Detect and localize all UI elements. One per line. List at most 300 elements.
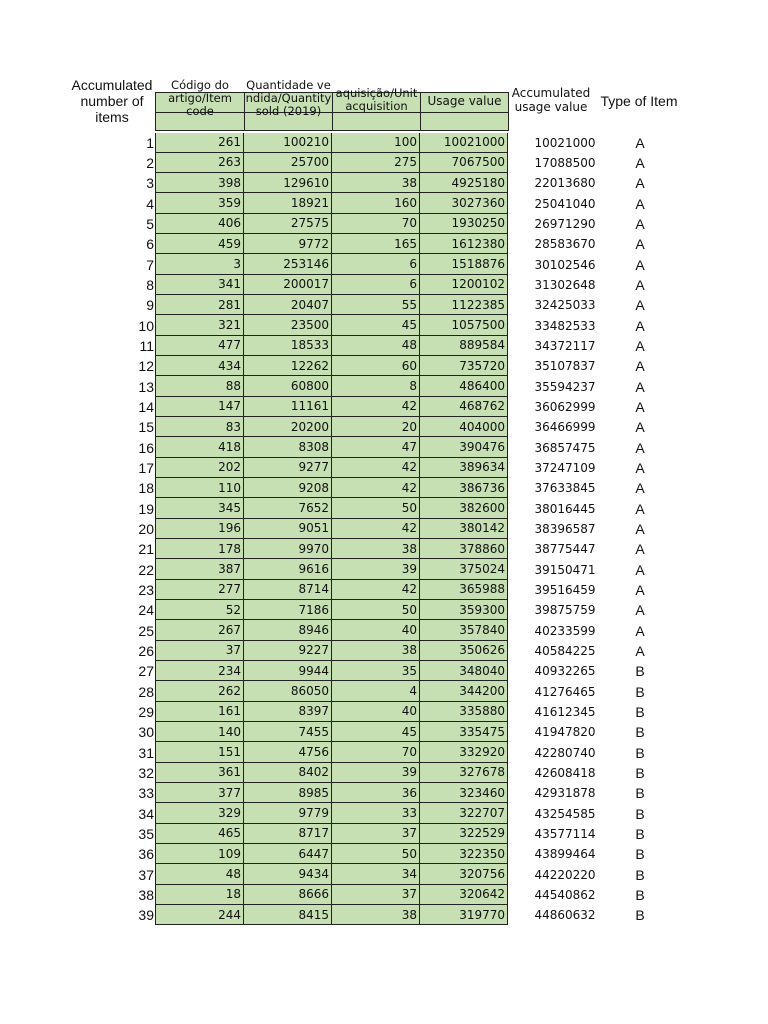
- usage-value-cell[interactable]: 4925180: [420, 173, 508, 193]
- usage-value-cell[interactable]: 378860: [420, 539, 508, 559]
- accumulated-usage-cell: 22013680: [534, 176, 596, 191]
- quantity-cell[interactable]: 8415: [244, 905, 332, 925]
- quantity-cell[interactable]: 20200: [244, 417, 332, 437]
- item-type-cell: A: [635, 358, 645, 375]
- row-number-cell: 39: [138, 907, 154, 924]
- item-type-cell: A: [635, 622, 645, 639]
- usage-value-cell[interactable]: 323460: [420, 783, 508, 803]
- item-type-cell: A: [635, 317, 645, 334]
- unit-acquisition-cell[interactable]: 160: [332, 193, 420, 213]
- table-row: [0, 559, 768, 579]
- accumulated-usage-cell: 43254585: [534, 806, 596, 821]
- item-code-cell[interactable]: 434: [155, 356, 244, 376]
- accumulated-usage-cell: 35594237: [534, 379, 596, 394]
- usage-value-cell[interactable]: 357840: [420, 620, 508, 640]
- accumulated-usage-cell: 32425033: [534, 298, 596, 313]
- usage-value-cell[interactable]: 468762: [420, 397, 508, 417]
- quantity-cell[interactable]: 18921: [244, 193, 332, 213]
- table-row: [0, 234, 768, 254]
- usage-value-cell[interactable]: 327678: [420, 763, 508, 783]
- unit-acquisition-cell[interactable]: 70: [332, 742, 420, 762]
- accumulated-usage-cell: 44540862: [534, 887, 596, 902]
- usage-value-cell[interactable]: 10021000: [420, 133, 508, 153]
- quantity-cell[interactable]: 9944: [244, 661, 332, 681]
- quantity-cell[interactable]: 7186: [244, 600, 332, 620]
- usage-value-cell[interactable]: 1518876: [420, 254, 508, 274]
- item-code-cell[interactable]: 341: [155, 275, 244, 295]
- item-code-cell[interactable]: 459: [155, 234, 244, 254]
- table-row: [0, 885, 768, 905]
- quantity-cell[interactable]: 9772: [244, 234, 332, 254]
- unit-acquisition-cell[interactable]: 38: [332, 905, 420, 925]
- unit-acquisition-cell[interactable]: 42: [332, 519, 420, 539]
- accumulated-usage-cell: 34372117: [534, 338, 596, 353]
- table-row: [0, 153, 768, 173]
- item-type-cell: A: [635, 642, 645, 659]
- item-type-cell: B: [635, 866, 645, 883]
- table-row: [0, 478, 768, 498]
- unit-acquisition-cell[interactable]: 39: [332, 763, 420, 783]
- accumulated-usage-cell: 42608418: [534, 765, 596, 780]
- item-type-cell: B: [635, 805, 645, 822]
- usage-value-cell[interactable]: 3027360: [420, 193, 508, 213]
- table-row: [0, 295, 768, 315]
- usage-value-cell[interactable]: 1200102: [420, 275, 508, 295]
- usage-value-cell[interactable]: 386736: [420, 478, 508, 498]
- row-number-cell: 2: [146, 154, 154, 171]
- item-code-cell[interactable]: 267: [155, 620, 244, 640]
- accumulated-usage-cell: 31302648: [534, 277, 596, 292]
- item-code-cell[interactable]: 109: [155, 844, 244, 864]
- quantity-cell[interactable]: 8308: [244, 437, 332, 457]
- item-code-cell[interactable]: 418: [155, 437, 244, 457]
- table-row: [0, 376, 768, 396]
- item-type-cell: A: [635, 195, 645, 212]
- row-number-cell: 31: [138, 744, 154, 761]
- table-row: [0, 702, 768, 722]
- unit-acquisition-cell[interactable]: 275: [332, 153, 420, 173]
- quantity-cell[interactable]: 6447: [244, 844, 332, 864]
- row-number-cell: 38: [138, 886, 154, 903]
- row-number-cell: 32: [138, 764, 154, 781]
- item-type-cell: A: [635, 236, 645, 253]
- row-number-cell: 33: [138, 785, 154, 802]
- usage-value-cell[interactable]: 320756: [420, 864, 508, 884]
- unit-acquisition-cell[interactable]: 47: [332, 437, 420, 457]
- quantity-cell[interactable]: 7652: [244, 498, 332, 518]
- unit-acquisition-cell[interactable]: 55: [332, 295, 420, 315]
- accumulated-usage-cell: 36062999: [534, 399, 596, 414]
- usage-value-cell[interactable]: 380142: [420, 519, 508, 539]
- item-code-cell[interactable]: 345: [155, 498, 244, 518]
- unit-acquisition-cell[interactable]: 8: [332, 376, 420, 396]
- usage-value-cell[interactable]: 348040: [420, 661, 508, 681]
- row-number-cell: 36: [138, 846, 154, 863]
- table-row: [0, 519, 768, 539]
- item-type-cell: A: [635, 398, 645, 415]
- row-number-cell: 28: [138, 683, 154, 700]
- row-number-cell: 16: [138, 439, 154, 456]
- unit-acquisition-cell[interactable]: 50: [332, 600, 420, 620]
- quantity-cell[interactable]: 8402: [244, 763, 332, 783]
- usage-value-cell[interactable]: 322529: [420, 824, 508, 844]
- accumulated-usage-cell: 41947820: [534, 725, 596, 740]
- accumulated-usage-cell: 37633845: [534, 481, 596, 496]
- quantity-cell[interactable]: 86050: [244, 681, 332, 701]
- item-code-cell[interactable]: 151: [155, 742, 244, 762]
- table-row: [0, 336, 768, 356]
- item-type-cell: A: [635, 419, 645, 436]
- unit-acquisition-cell[interactable]: 33: [332, 803, 420, 823]
- item-code-cell[interactable]: 147: [155, 397, 244, 417]
- row-number-cell: 9: [146, 297, 154, 314]
- usage-value-cell[interactable]: 359300: [420, 600, 508, 620]
- table-row: [0, 783, 768, 803]
- item-code-cell[interactable]: 477: [155, 336, 244, 356]
- item-type-cell: B: [635, 825, 645, 842]
- item-code-cell[interactable]: 261: [155, 133, 244, 153]
- row-number-cell: 34: [138, 805, 154, 822]
- row-number-cell: 23: [138, 581, 154, 598]
- usage-value-cell[interactable]: 1612380: [420, 234, 508, 254]
- quantity-cell[interactable]: 27575: [244, 214, 332, 234]
- accumulated-usage-cell: 26971290: [534, 216, 596, 231]
- header-accumulated-usage: Accumulated usage value: [511, 86, 591, 114]
- item-code-cell[interactable]: 37: [155, 641, 244, 661]
- table-row: [0, 214, 768, 234]
- item-type-cell: A: [635, 378, 645, 395]
- accumulated-usage-cell: 38775447: [534, 542, 596, 557]
- item-code-cell[interactable]: 196: [155, 519, 244, 539]
- table-row: [0, 315, 768, 335]
- unit-acquisition-cell[interactable]: 45: [332, 315, 420, 335]
- row-number-cell: 37: [138, 866, 154, 883]
- table-row: [0, 254, 768, 274]
- quantity-cell[interactable]: 9208: [244, 478, 332, 498]
- row-number-cell: 5: [146, 215, 154, 232]
- unit-acquisition-cell[interactable]: 42: [332, 478, 420, 498]
- item-type-cell: B: [635, 907, 645, 924]
- item-code-cell[interactable]: 321: [155, 315, 244, 335]
- item-type-cell: A: [635, 134, 645, 151]
- accumulated-usage-cell: 40233599: [534, 623, 596, 638]
- table-row: [0, 458, 768, 478]
- table-row: [0, 539, 768, 559]
- usage-value-cell[interactable]: 322350: [420, 844, 508, 864]
- item-type-cell: A: [635, 541, 645, 558]
- item-type-cell: A: [635, 520, 645, 537]
- quantity-cell[interactable]: 18533: [244, 336, 332, 356]
- item-code-cell[interactable]: 277: [155, 580, 244, 600]
- unit-acquisition-cell[interactable]: 165: [332, 234, 420, 254]
- item-code-cell[interactable]: 178: [155, 539, 244, 559]
- usage-value-cell[interactable]: 365988: [420, 580, 508, 600]
- quantity-cell[interactable]: 129610: [244, 173, 332, 193]
- item-code-cell[interactable]: 406: [155, 214, 244, 234]
- quantity-cell[interactable]: 23500: [244, 315, 332, 335]
- unit-acquisition-cell[interactable]: 34: [332, 864, 420, 884]
- item-code-cell[interactable]: 262: [155, 681, 244, 701]
- quantity-cell[interactable]: 4756: [244, 742, 332, 762]
- usage-value-cell[interactable]: 889584: [420, 336, 508, 356]
- accumulated-usage-cell: 36857475: [534, 440, 596, 455]
- unit-acquisition-cell[interactable]: 6: [332, 254, 420, 274]
- item-type-cell: A: [635, 500, 645, 517]
- usage-value-cell[interactable]: 1122385: [420, 295, 508, 315]
- unit-acquisition-cell[interactable]: 39: [332, 559, 420, 579]
- item-code-cell[interactable]: 161: [155, 702, 244, 722]
- unit-acquisition-cell[interactable]: 60: [332, 356, 420, 376]
- row-number-cell: 30: [138, 724, 154, 741]
- quantity-cell[interactable]: 25700: [244, 153, 332, 173]
- usage-value-cell[interactable]: 375024: [420, 559, 508, 579]
- unit-acquisition-cell[interactable]: 38: [332, 173, 420, 193]
- row-number-cell: 35: [138, 825, 154, 842]
- unit-acquisition-cell[interactable]: 20: [332, 417, 420, 437]
- accumulated-usage-cell: 39516459: [534, 582, 596, 597]
- usage-value-cell[interactable]: 344200: [420, 681, 508, 701]
- accumulated-usage-cell: 39875759: [534, 603, 596, 618]
- usage-value-cell[interactable]: 1057500: [420, 315, 508, 335]
- usage-value-cell[interactable]: 350626: [420, 641, 508, 661]
- unit-acquisition-cell[interactable]: 38: [332, 539, 420, 559]
- quantity-cell[interactable]: 9277: [244, 458, 332, 478]
- accumulated-usage-cell: 40584225: [534, 643, 596, 658]
- row-number-cell: 29: [138, 703, 154, 720]
- quantity-cell[interactable]: 9227: [244, 641, 332, 661]
- table-row: [0, 844, 768, 864]
- row-number-cell: 12: [138, 358, 154, 375]
- item-code-cell[interactable]: 244: [155, 905, 244, 925]
- quantity-cell[interactable]: 8666: [244, 885, 332, 905]
- unit-acquisition-cell[interactable]: 48: [332, 336, 420, 356]
- header-usage-value: Usage value: [427, 94, 502, 108]
- usage-value-cell[interactable]: 389634: [420, 458, 508, 478]
- accumulated-usage-cell: 28583670: [534, 237, 596, 252]
- table-row: [0, 641, 768, 661]
- row-number-cell: 11: [139, 337, 154, 354]
- table-row: [0, 356, 768, 376]
- unit-acquisition-cell[interactable]: 42: [332, 580, 420, 600]
- quantity-cell[interactable]: 100210: [244, 133, 332, 153]
- item-type-cell: A: [635, 297, 645, 314]
- item-type-cell: B: [635, 703, 645, 720]
- unit-acquisition-cell[interactable]: 6: [332, 275, 420, 295]
- quantity-cell[interactable]: 11161: [244, 397, 332, 417]
- unit-acquisition-cell[interactable]: 42: [332, 397, 420, 417]
- item-code-cell[interactable]: 361: [155, 763, 244, 783]
- item-code-cell[interactable]: 18: [155, 885, 244, 905]
- quantity-cell[interactable]: 9434: [244, 864, 332, 884]
- item-code-cell[interactable]: 398: [155, 173, 244, 193]
- usage-value-cell[interactable]: 1930250: [420, 214, 508, 234]
- table-row: [0, 133, 768, 153]
- row-number-cell: 17: [138, 459, 154, 476]
- unit-acquisition-cell[interactable]: 50: [332, 498, 420, 518]
- unit-acquisition-cell[interactable]: 38: [332, 641, 420, 661]
- item-code-cell[interactable]: 140: [155, 722, 244, 742]
- quantity-cell[interactable]: 12262: [244, 356, 332, 376]
- accumulated-usage-cell: 44220220: [534, 867, 596, 882]
- quantity-cell[interactable]: 200017: [244, 275, 332, 295]
- usage-value-cell[interactable]: 320642: [420, 885, 508, 905]
- item-code-cell[interactable]: 52: [155, 600, 244, 620]
- table-row: [0, 600, 768, 620]
- usage-value-cell[interactable]: 322707: [420, 803, 508, 823]
- row-number-cell: 8: [146, 276, 154, 293]
- accumulated-usage-cell: 30102546: [534, 257, 596, 272]
- unit-acquisition-cell[interactable]: 70: [332, 214, 420, 234]
- table-row: [0, 722, 768, 742]
- unit-acquisition-cell[interactable]: 40: [332, 620, 420, 640]
- unit-acquisition-cell[interactable]: 4: [332, 681, 420, 701]
- item-code-cell[interactable]: 281: [155, 295, 244, 315]
- item-type-cell: B: [635, 683, 645, 700]
- table-row: [0, 437, 768, 457]
- usage-value-cell[interactable]: 390476: [420, 437, 508, 457]
- table-row: [0, 763, 768, 783]
- row-number-cell: 27: [138, 663, 154, 680]
- unit-acquisition-cell[interactable]: 37: [332, 824, 420, 844]
- row-number-cell: 19: [138, 500, 154, 517]
- header-quantity-sold: Quantidade vendida/Quantity sold (2019): [245, 79, 332, 118]
- usage-value-cell[interactable]: 7067500: [420, 153, 508, 173]
- quantity-cell[interactable]: 8985: [244, 783, 332, 803]
- item-code-cell[interactable]: 88: [155, 376, 244, 396]
- row-number-cell: 3: [146, 175, 154, 192]
- item-code-cell[interactable]: 377: [155, 783, 244, 803]
- item-type-cell: A: [635, 154, 645, 171]
- quantity-cell[interactable]: 8714: [244, 580, 332, 600]
- usage-value-cell[interactable]: 319770: [420, 905, 508, 925]
- accumulated-usage-cell: 36466999: [534, 420, 596, 435]
- table-row: [0, 620, 768, 640]
- quantity-cell[interactable]: 9051: [244, 519, 332, 539]
- accumulated-usage-cell: 42931878: [534, 786, 596, 801]
- quantity-cell[interactable]: 9970: [244, 539, 332, 559]
- item-code-cell[interactable]: 48: [155, 864, 244, 884]
- accumulated-usage-cell: 38396587: [534, 521, 596, 536]
- accumulated-usage-cell: 33482533: [534, 318, 596, 333]
- item-type-cell: B: [635, 744, 645, 761]
- header-cell-usage-value-lower: [420, 112, 509, 131]
- accumulated-usage-cell: 38016445: [534, 501, 596, 516]
- item-code-cell[interactable]: 359: [155, 193, 244, 213]
- row-number-cell: 13: [138, 378, 154, 395]
- usage-value-cell[interactable]: 335475: [420, 722, 508, 742]
- unit-acquisition-cell[interactable]: 37: [332, 885, 420, 905]
- item-code-cell[interactable]: 3: [155, 254, 244, 274]
- quantity-cell[interactable]: 20407: [244, 295, 332, 315]
- item-code-cell[interactable]: 465: [155, 824, 244, 844]
- row-number-cell: 26: [138, 642, 154, 659]
- item-code-cell[interactable]: 387: [155, 559, 244, 579]
- unit-acquisition-cell[interactable]: 100: [332, 133, 420, 153]
- quantity-cell[interactable]: 253146: [244, 254, 332, 274]
- header-unit-acquisition: aquisição/Unit acquisition: [335, 87, 418, 113]
- row-number-cell: 10: [138, 317, 154, 334]
- item-code-cell[interactable]: 110: [155, 478, 244, 498]
- row-number-cell: 7: [146, 256, 154, 273]
- item-type-cell: A: [635, 581, 645, 598]
- item-type-cell: A: [635, 175, 645, 192]
- table-row: [0, 803, 768, 823]
- unit-acquisition-cell[interactable]: 36: [332, 783, 420, 803]
- table-row: [0, 661, 768, 681]
- unit-acquisition-cell[interactable]: 35: [332, 661, 420, 681]
- accumulated-usage-cell: 10021000: [534, 135, 596, 150]
- quantity-cell[interactable]: 9616: [244, 559, 332, 579]
- table-row: [0, 498, 768, 518]
- item-type-cell: A: [635, 276, 645, 293]
- accumulated-usage-cell: 35107837: [534, 359, 596, 374]
- usage-value-cell[interactable]: 404000: [420, 417, 508, 437]
- item-type-cell: A: [635, 215, 645, 232]
- row-number-cell: 6: [146, 236, 154, 253]
- item-type-cell: A: [635, 561, 645, 578]
- usage-value-cell[interactable]: 735720: [420, 356, 508, 376]
- table-row: [0, 905, 768, 925]
- accumulated-usage-cell: 25041040: [534, 196, 596, 211]
- accumulated-usage-cell: 42280740: [534, 745, 596, 760]
- usage-value-cell[interactable]: 335880: [420, 702, 508, 722]
- row-number-cell: 25: [138, 622, 154, 639]
- table-row: [0, 193, 768, 213]
- quantity-cell[interactable]: 7455: [244, 722, 332, 742]
- table-row: [0, 173, 768, 193]
- item-code-cell[interactable]: 234: [155, 661, 244, 681]
- unit-acquisition-cell[interactable]: 50: [332, 844, 420, 864]
- table-row: [0, 824, 768, 844]
- row-number-cell: 1: [146, 134, 154, 151]
- table-row: [0, 580, 768, 600]
- item-type-cell: B: [635, 764, 645, 781]
- usage-value-cell[interactable]: 486400: [420, 376, 508, 396]
- quantity-cell[interactable]: 60800: [244, 376, 332, 396]
- table-row: [0, 681, 768, 701]
- quantity-cell[interactable]: 9779: [244, 803, 332, 823]
- table-row: [0, 742, 768, 762]
- quantity-cell[interactable]: 8946: [244, 620, 332, 640]
- table-row: [0, 864, 768, 884]
- item-type-cell: A: [635, 439, 645, 456]
- item-type-cell: B: [635, 785, 645, 802]
- item-code-cell[interactable]: 202: [155, 458, 244, 478]
- item-type-cell: A: [635, 602, 645, 619]
- accumulated-usage-cell: 43899464: [534, 847, 596, 862]
- header-type-of-item: Type of Item: [600, 93, 678, 109]
- table-row: [0, 275, 768, 295]
- unit-acquisition-cell[interactable]: 42: [332, 458, 420, 478]
- item-code-cell[interactable]: 329: [155, 803, 244, 823]
- item-code-cell[interactable]: 263: [155, 153, 244, 173]
- row-number-cell: 21: [138, 541, 154, 558]
- usage-value-cell[interactable]: 382600: [420, 498, 508, 518]
- unit-acquisition-cell[interactable]: 45: [332, 722, 420, 742]
- unit-acquisition-cell[interactable]: 40: [332, 702, 420, 722]
- accumulated-usage-cell: 41612345: [534, 704, 596, 719]
- usage-value-cell[interactable]: 332920: [420, 742, 508, 762]
- quantity-cell[interactable]: 8397: [244, 702, 332, 722]
- item-type-cell: B: [635, 846, 645, 863]
- row-number-cell: 4: [146, 195, 154, 212]
- item-type-cell: B: [635, 663, 645, 680]
- row-number-cell: 15: [138, 419, 154, 436]
- accumulated-usage-cell: 43577114: [534, 826, 596, 841]
- item-code-cell[interactable]: 83: [155, 417, 244, 437]
- quantity-cell[interactable]: 8717: [244, 824, 332, 844]
- item-type-cell: A: [635, 256, 645, 273]
